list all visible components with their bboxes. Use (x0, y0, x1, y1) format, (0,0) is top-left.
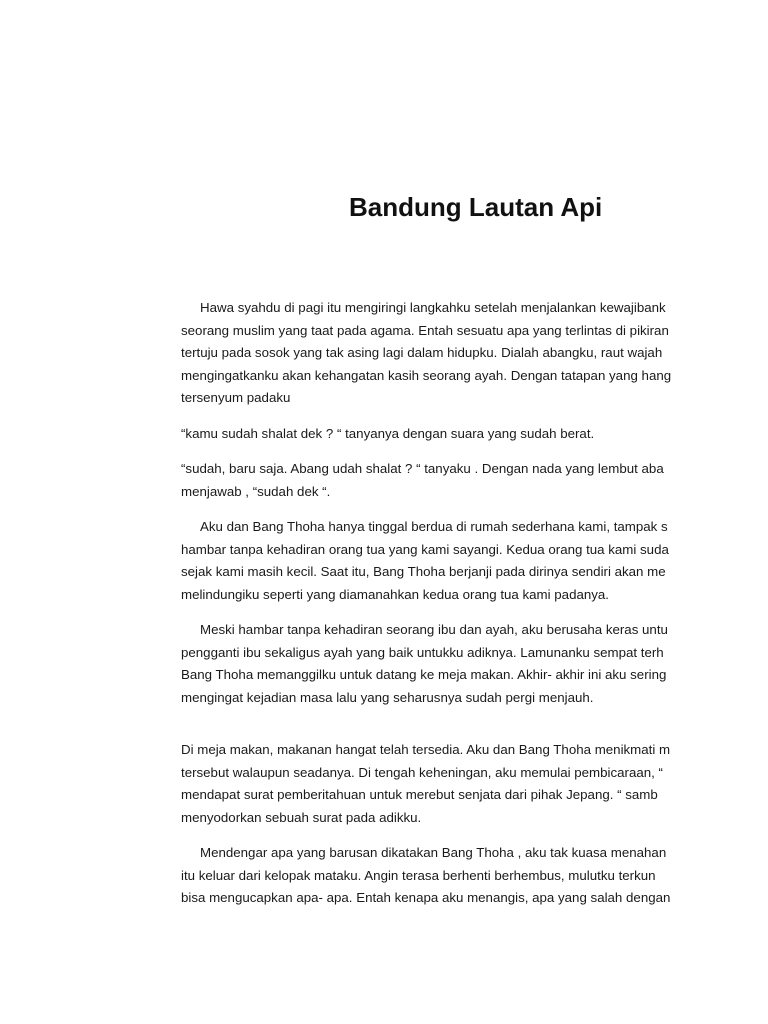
text-line: pengganti ibu sekaligus ayah yang baik untukku adiknya. Lamunanku sempat terh (181, 644, 664, 660)
text-line: seorang muslim yang taat pada agama. Entah sesuatu apa yang terlintas di pikiran (181, 322, 669, 338)
text-line: mengingat kejadian masa lalu yang seharusnya sudah pergi menjauh. (181, 689, 594, 705)
text-line: Meski hambar tanpa kehadiran seorang ibu dan ayah, aku berusaha keras untu (200, 622, 668, 637)
text-line: Aku dan Bang Thoha hanya tinggal berdua di rumah sederhana kami, tampak s (200, 519, 668, 534)
text-line: menjawab , “sudah dek “. (181, 483, 331, 499)
document-body (181, 297, 678, 923)
paragraph-5 (181, 619, 678, 709)
text-line: mendapat surat pemberitahuan untuk merebut senjata dari pihak Jepang. “ samb (181, 787, 658, 802)
text-line: mengingatkanku akan kehangatan kasih seorang ayah. Dengan tatapan yang hang (181, 367, 672, 383)
paragraph-4 (181, 516, 678, 606)
text-line: Di meja makan, makanan hangat telah tersedia. Aku dan Bang Thoha menikmati m (181, 742, 671, 757)
text-line: “kamu sudah shalat dek ? “ tanyanya dengan suara yang sudah berat. (181, 425, 595, 441)
text-line: bisa mengucapkan apa- apa. Entah kenapa aku menangis, apa yang salah dengan (181, 890, 671, 905)
text-line: hambar tanpa kehadiran orang tua yang kami sayangi. Kedua orang tua kami suda (181, 541, 669, 557)
text-line: itu keluar dari kelopak mataku. Angin terasa berhenti berhembus, mulutku terkun (181, 867, 656, 883)
document-title: Bandung Lautan Api (349, 192, 603, 222)
text-line: “sudah, baru saja. Abang udah shalat ? “ tanyaku . Dengan nada yang lembut aba (181, 461, 664, 476)
text-line: Hawa syahdu di pagi itu mengiringi langkahku setelah menjalankan kewajibank (200, 300, 666, 315)
text-line: Bang Thoha memanggilku untuk datang ke meja makan. Akhir- akhir ini aku sering (181, 667, 667, 682)
text-line: menyodorkan sebuah surat pada adikku. (181, 809, 422, 825)
text-line: tertuju pada sosok yang tak asing lagi dalam hidupku. Dialah abangku, raut wajah (181, 345, 663, 360)
paragraph-1 (181, 297, 678, 410)
paragraph-3 (181, 458, 678, 503)
text-line: Mendengar apa yang barusan dikatakan Bang Thoha , aku tak kuasa menahan (200, 845, 667, 860)
text-line: melindungiku seperti yang diamanahkan kedua orang tua kami padanya. (181, 586, 610, 602)
text-line: tersenyum padaku (181, 390, 291, 405)
paragraph-6 (181, 739, 678, 829)
paragraph-2 (181, 423, 678, 446)
text-line: tersebut walaupun seadanya. Di tengah keheningan, aku memulai pembicaraan, “ (181, 764, 663, 780)
text-line: sejak kami masih kecil. Saat itu, Bang Thoha berjanji pada dirinya sendiri akan me (181, 564, 666, 579)
paragraph-7 (181, 842, 678, 910)
